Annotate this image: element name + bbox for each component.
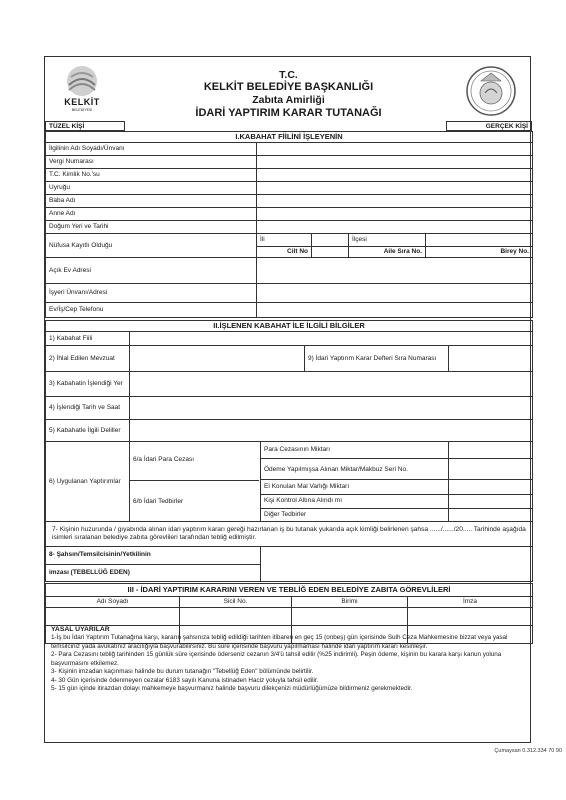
field-acik-adres[interactable] <box>257 258 533 284</box>
field-odeme[interactable] <box>449 459 533 480</box>
row-dogum: Doğum Yeri ve Tarihi <box>46 221 257 234</box>
row-telefon: Ev/İş/Cep Telefonu <box>46 303 257 318</box>
legal-item: 3- Kişinin imzadan kaçınması halinde bu durum tutanağın "Tebellüğ Eden" bölümünde belirtilir. <box>51 668 314 676</box>
gercek-kisi-box[interactable]: GERÇEK KİŞİ <box>446 121 532 131</box>
field-isyeri[interactable] <box>257 284 533 303</box>
legal-item: 4- 30 Gün içerisinde ödenmeyen cezalar 6183 sayılı Kanuna istinaden Haciz yoluyla tahsil edilir. <box>51 676 319 684</box>
col-sicil: Sicil No. <box>180 597 292 608</box>
col-imza: İmza <box>408 597 533 608</box>
field-il[interactable] <box>312 234 349 247</box>
field-cilt[interactable] <box>312 247 349 258</box>
col-birimi: Birimi <box>292 597 408 608</box>
field-ilce[interactable] <box>426 234 533 247</box>
field-dogum[interactable] <box>257 221 533 234</box>
row-ad-soyad: İlgilinin Adı Soyadı/Ünvanı <box>46 143 257 156</box>
table-row[interactable] <box>292 608 408 626</box>
field-yer[interactable] <box>130 372 533 397</box>
label-cilt: Cilt No <box>257 247 312 258</box>
legal-item: 2- Para Cezasını tebliğ tarihinden 15 günlük süre içerisinde öderseniz cezanın 3/4'ü tahsil edilir (%25 indirimli). Peşin ödeme, kişinin bu karara karşı kanun yoluna başvurmasını etkilemez. <box>51 651 502 667</box>
label-karar-defteri: 9) İdari Yaptırım Karar Defteri Sıra Numarası <box>305 346 449 372</box>
legal-title: YASAL UYARILAR <box>51 626 110 633</box>
header-tc: T.C. <box>279 69 298 81</box>
header-department: Zabıta Amirliği <box>252 94 325 106</box>
label-ilce: İlçesi <box>349 234 426 247</box>
section3-title: III - İDARİ YAPTIRIM KARARINI VEREN VE TEBLİĞ EDEN BELEDİYE ZABITA GÖREVLİLERİ <box>46 584 533 597</box>
field-karar-defteri[interactable] <box>449 346 533 372</box>
label-el-konulan: El Konulan Mal Varlığı Miktarı <box>261 480 449 494</box>
table-row[interactable] <box>408 608 533 626</box>
field-mevzuat[interactable] <box>130 346 305 372</box>
field-el-konulan[interactable] <box>449 480 533 494</box>
tuzel-kisi-box[interactable]: TÜZEL KİŞİ <box>45 121 125 131</box>
legal-item: 1-İş bu İdari Yaptırım Tutanağına karşı, kararın şahsınıza tebliğ edildiği tarihten itibaren en geç 15 (onbeş) gün içerisinde Sulh Ceza Mahkemesine bizzat veya yasal temsilciniz yada avukatınız aracılığıyla başvurabilirsiniz. Bu süre içerisinde başvuru yapılmaması halinde idari yaptırım kararı kesinleşir. <box>51 634 508 650</box>
row-isyeri: İşyeri Ünvanı/Adresi <box>46 284 257 303</box>
label-kontrol: Kişi Kontrol Altına Alındı mı <box>261 494 449 508</box>
label-diger: Diğer Tedbirler <box>261 508 449 521</box>
row-vergi: Vergi Numarası <box>46 156 257 169</box>
field-diger[interactable] <box>449 508 533 521</box>
label-6a: 6/a İdari Para Cezası <box>133 456 195 463</box>
form-frame <box>44 56 531 743</box>
label-odeme: Ödeme Yapılmışsa Alınan Miktar/Makbuz Seri No. <box>261 459 449 480</box>
field-tc[interactable] <box>257 169 533 182</box>
section2-table <box>45 320 533 582</box>
section2-title: II.İŞLENEN KABAHAT İLE İLGİLİ BİLGİLER <box>46 321 533 332</box>
section1-table <box>45 131 533 318</box>
field-imza[interactable] <box>261 547 533 582</box>
row-deliller: 5) Kabahatle İlgili Deliller <box>46 420 130 442</box>
row-kabahat-fiili: 1) Kabahat Fiili <box>46 332 130 346</box>
field-ad-soyad[interactable] <box>257 143 533 156</box>
row-tarih: 4) İşlendiği Tarih ve Saat <box>46 397 130 420</box>
row-uyruk: Uyruğu <box>46 182 257 195</box>
label-6b: 6/b İdari Tedbirler <box>133 498 184 505</box>
row-yaptirimlar: 6) Uygulanan Yaptırımlar <box>46 442 130 522</box>
section1-title: I.KABAHAT FİİLİNİ İŞLEYENİN <box>46 132 533 143</box>
row-baba: Baba Adı <box>46 195 257 208</box>
label-para-cezasi: Para Cezasının Miktarı <box>261 442 449 459</box>
label-aile: Aile Sıra No. <box>349 247 426 258</box>
field-vergi[interactable] <box>257 156 533 169</box>
logo-text: KELKİT <box>64 97 100 107</box>
field-uyruk[interactable] <box>257 182 533 195</box>
subcell-6a-6b <box>130 442 261 522</box>
col-ad-soyad: Adı Soyadı <box>46 597 180 608</box>
field-kabahat-fiili[interactable] <box>130 332 533 346</box>
legal-warnings <box>51 625 527 694</box>
header-municipality: KELKİT BELEDİYE BAŞKANLIĞI <box>203 81 374 93</box>
field-baba[interactable] <box>257 195 533 208</box>
field-anne[interactable] <box>257 208 533 221</box>
row-tc: T.C. Kimlik No.'su <box>46 169 257 182</box>
row-teblig: 7- Kişinin huzurunda / gıyabında alınan idari yaptırım kararı gereği hazırlanan iş bu tutanak yukarıda açık kimliği belirlenen şahsa ....../....../20..... Tarihinde aşağıda isimleri sıralanan belediye zabıta görevlileri tarafından tebliğ edilmiştir. <box>46 522 533 547</box>
table-row[interactable] <box>180 608 292 626</box>
header-form-title: İDARİ YAPTIRIM KARAR TUTANAĞI <box>195 107 382 119</box>
row-acik-adres: Açık Ev Adresi <box>46 258 257 284</box>
row-yer: 3) Kabahatin İşlendiği Yer <box>46 372 130 397</box>
row-imza-label: 8- Şahsın/Temsilcisinin/Yetkilinin imzası (TEBELLÜĞ EDEN) <box>46 547 261 582</box>
row-anne: Anne Adı <box>46 208 257 221</box>
field-kontrol[interactable] <box>449 494 533 508</box>
legal-item: 5- 15 gün içinde itirazdan dolayı mahkemeye başvurmanız halinde başvuru dilekçenizi müdürlüğümüze bildirmeniz gerekmektedir. <box>51 685 413 693</box>
row-mevzuat: 2) İhlal Edilen Mevzuat <box>46 346 130 372</box>
table-row[interactable] <box>46 608 180 626</box>
field-telefon[interactable] <box>257 303 533 318</box>
field-tarih[interactable] <box>130 397 533 420</box>
row-nufus: Nüfusa Kayıtlı Olduğu <box>46 234 257 258</box>
label-il: İli <box>257 234 312 247</box>
logo-subtext: BELEDİYESİ <box>71 108 93 112</box>
label-birey: Birey No. <box>426 247 533 258</box>
field-para-cezasi[interactable] <box>449 442 533 459</box>
field-deliller[interactable] <box>130 420 533 442</box>
printer-footer: Çumaysan 0.312.334 70 90 <box>494 748 562 754</box>
